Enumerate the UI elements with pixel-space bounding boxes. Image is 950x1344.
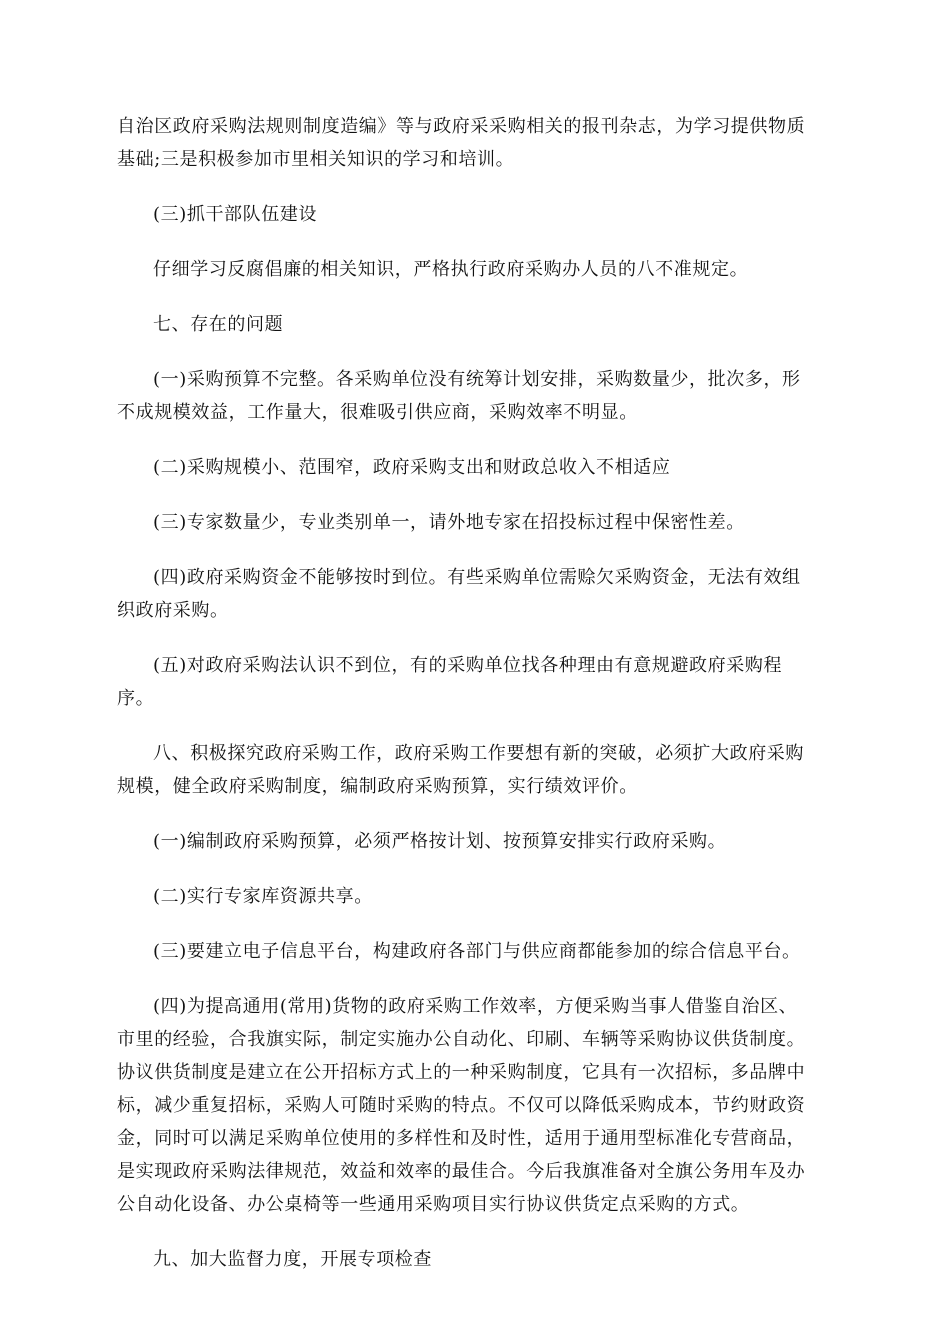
text-line: 协议供货制度是建立在公开招标方式上的一种采购制度，它具有一次招标，多品牌中	[117, 1062, 806, 1083]
text-line: (一)编制政府采购预算，必须严格按计划、按预算安排实行政府采购。	[153, 831, 727, 852]
measure-1	[117, 825, 837, 858]
measure-2	[117, 880, 837, 913]
measure-4	[117, 990, 837, 1221]
paragraph-study	[117, 253, 837, 286]
problem-1	[117, 363, 837, 429]
text-line: 八、积极探究政府采购工作，政府采购工作要想有新的突破，必须扩大政府采购	[153, 743, 804, 764]
text-line: (三)专家数量少，专业类别单一，请外地专家在招投标过程中保密性差。	[153, 512, 745, 533]
text-line: (四)为提高通用(常用)货物的政府采购工作效率，方便采购当事人借鉴自治区、	[153, 996, 798, 1017]
heading-cadre-team	[117, 198, 837, 231]
document-body	[117, 110, 837, 1298]
text-line: 序。	[117, 688, 155, 709]
section-heading-8	[117, 737, 837, 803]
text-line: 市里的经验，合我旗实际，制定实施办公自动化、印刷、车辆等采购协议供货制度。	[117, 1029, 806, 1050]
text-line: 七、存在的问题	[153, 314, 284, 335]
section-heading-7	[117, 308, 837, 341]
text-line: 自治区政府采购法规则制度造编》等与政府采采购相关的报刊杂志，为学习提供物质	[117, 116, 806, 137]
text-line: 金，同时可以满足采购单位使用的多样性和及时性，适用于通用型标准化专营商品，	[117, 1128, 806, 1149]
text-line: 仔细学习反腐倡廉的相关知识，严格执行政府采购办人员的八不准规定。	[153, 259, 749, 280]
text-line: (五)对政府采购法认识不到位，有的采购单位找各种理由有意规避政府采购程	[153, 655, 783, 676]
text-line: 标，减少重复招标，采购人可随时采购的特点。不仅可以降低采购成本，节约财政资	[117, 1095, 806, 1116]
paragraph-1	[117, 110, 837, 176]
section-heading-9	[117, 1243, 837, 1276]
text-line: 公自动化设备、办公桌椅等一些通用采购项目实行协议供货定点采购的方式。	[117, 1194, 750, 1215]
text-line: (二)采购规模小、范围窄，政府采购支出和财政总收入不相适应	[153, 457, 671, 478]
problem-4	[117, 561, 837, 627]
problem-5	[117, 649, 837, 715]
text-line: (四)政府采购资金不能够按时到位。有些采购单位需赊欠采购资金，无法有效组	[153, 567, 801, 588]
text-line: 是实现政府采购法律规范，效益和效率的最佳合。今后我旗准备对全旗公务用车及办	[117, 1161, 806, 1182]
text-line: (一)采购预算不完整。各采购单位没有统筹计划安排，采购数量少，批次多，形	[153, 369, 801, 390]
text-line: (三)要建立电子信息平台，构建政府各部门与供应商都能参加的综合信息平台。	[153, 941, 801, 962]
text-line: 基础;三是积极参加市里相关知识的学习和培训。	[117, 149, 515, 170]
text-line: 九、加大监督力度，开展专项检查	[153, 1249, 432, 1270]
text-line: (三)抓干部队伍建设	[153, 204, 318, 225]
text-line: 织政府采购。	[117, 600, 229, 621]
measure-3	[117, 935, 837, 968]
text-line: 规模，健全政府采购制度，编制政府采购预算，实行绩效评价。	[117, 776, 638, 797]
text-line: 不成规模效益，工作量大，很难吸引供应商，采购效率不明显。	[117, 402, 638, 423]
problem-2	[117, 451, 837, 484]
problem-3	[117, 506, 837, 539]
text-line: (二)实行专家库资源共享。	[153, 886, 373, 907]
